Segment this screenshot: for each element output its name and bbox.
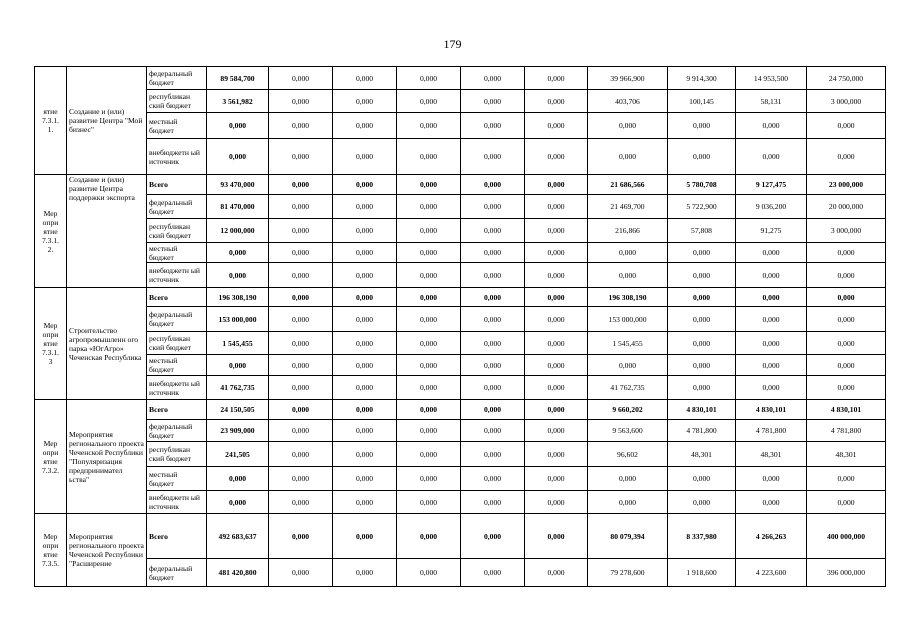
value-cell: 0,000 xyxy=(461,442,525,467)
value-cell: 0,000 xyxy=(525,400,588,420)
value-cell: 0,000 xyxy=(269,400,333,420)
value-cell: 0,000 xyxy=(461,288,525,307)
value-cell: 9 563,600 xyxy=(588,420,668,442)
total-cell: 93 470,000 xyxy=(207,175,269,195)
value-cell: 0,000 xyxy=(525,288,588,307)
total-cell: 241,505 xyxy=(207,442,269,467)
value-cell: 5 722,900 xyxy=(668,195,736,219)
value-cell: 0,000 xyxy=(736,332,807,355)
value-cell: 0,000 xyxy=(333,491,397,514)
value-cell: 0,000 xyxy=(525,113,588,139)
value-cell: 0,000 xyxy=(588,355,668,376)
value-cell: 0,000 xyxy=(461,113,525,139)
activity-code: Мер опри ятие 7.3.2. xyxy=(35,400,67,514)
value-cell: 0,000 xyxy=(397,263,461,288)
value-cell: 0,000 xyxy=(333,332,397,355)
value-cell: 0,000 xyxy=(668,113,736,139)
total-cell: 3 561,982 xyxy=(207,90,269,113)
total-cell: 89 584,700 xyxy=(207,67,269,90)
value-cell: 0,000 xyxy=(807,307,886,332)
value-cell: 0,000 xyxy=(333,442,397,467)
value-cell: 0,000 xyxy=(461,219,525,243)
value-cell: 0,000 xyxy=(668,288,736,307)
value-cell: 0,000 xyxy=(525,90,588,113)
funding-source: местный бюджет xyxy=(147,243,207,263)
value-cell: 0,000 xyxy=(668,263,736,288)
value-cell: 0,000 xyxy=(461,467,525,491)
value-cell: 58,131 xyxy=(736,90,807,113)
value-cell: 3 000,000 xyxy=(807,90,886,113)
value-cell: 0,000 xyxy=(333,219,397,243)
funding-source: местный бюджет xyxy=(147,355,207,376)
value-cell: 0,000 xyxy=(397,307,461,332)
total-cell: 0,000 xyxy=(207,491,269,514)
value-cell: 0,000 xyxy=(269,355,333,376)
funding-source: республикан ский бюджет xyxy=(147,90,207,113)
value-cell: 9 660,202 xyxy=(588,400,668,420)
value-cell: 0,000 xyxy=(807,355,886,376)
value-cell: 0,000 xyxy=(269,175,333,195)
table-row xyxy=(35,243,886,263)
value-cell: 0,000 xyxy=(668,307,736,332)
table-row xyxy=(35,90,886,113)
value-cell: 0,000 xyxy=(269,467,333,491)
value-cell: 0,000 xyxy=(807,139,886,175)
value-cell: 4 830,101 xyxy=(736,400,807,420)
value-cell: 0,000 xyxy=(525,467,588,491)
funding-source: республикан ский бюджет xyxy=(147,442,207,467)
value-cell: 0,000 xyxy=(269,559,333,587)
table-row xyxy=(35,307,886,332)
activity-name: Создание и (или) развитие Центра "Мой бизнес" xyxy=(67,67,147,175)
value-cell: 0,000 xyxy=(269,307,333,332)
value-cell: 0,000 xyxy=(461,90,525,113)
value-cell: 4 830,101 xyxy=(807,400,886,420)
value-cell: 0,000 xyxy=(397,219,461,243)
value-cell: 0,000 xyxy=(736,376,807,400)
funding-source: внебюджетн ый источник xyxy=(147,491,207,514)
value-cell: 0,000 xyxy=(461,376,525,400)
funding-source: республикан ский бюджет xyxy=(147,332,207,355)
value-cell: 0,000 xyxy=(736,355,807,376)
value-cell: 0,000 xyxy=(269,139,333,175)
value-cell: 96,602 xyxy=(588,442,668,467)
value-cell: 0,000 xyxy=(461,491,525,514)
funding-source: Всего xyxy=(147,175,207,195)
value-cell: 396 000,000 xyxy=(807,559,886,587)
value-cell: 0,000 xyxy=(333,400,397,420)
value-cell: 153 000,000 xyxy=(588,307,668,332)
value-cell: 9 036,200 xyxy=(736,195,807,219)
value-cell: 0,000 xyxy=(269,514,333,559)
value-cell: 0,000 xyxy=(269,491,333,514)
page-number: 179 xyxy=(443,37,462,51)
value-cell: 0,000 xyxy=(525,355,588,376)
total-cell: 23 909,000 xyxy=(207,420,269,442)
value-cell: 0,000 xyxy=(525,491,588,514)
value-cell: 0,000 xyxy=(736,467,807,491)
value-cell: 0,000 xyxy=(333,307,397,332)
value-cell: 0,000 xyxy=(525,195,588,219)
table-row xyxy=(35,139,886,175)
value-cell: 0,000 xyxy=(333,420,397,442)
value-cell: 0,000 xyxy=(397,243,461,263)
table-row xyxy=(35,400,886,420)
value-cell: 0,000 xyxy=(736,243,807,263)
value-cell: 0,000 xyxy=(269,243,333,263)
value-cell: 0,000 xyxy=(397,332,461,355)
activity-code: Мер опри ятие 7.3.1. 2. xyxy=(35,175,67,288)
funding-source: внебюджетн ый источник xyxy=(147,376,207,400)
value-cell: 48,301 xyxy=(807,442,886,467)
value-cell: 0,000 xyxy=(397,67,461,90)
value-cell: 0,000 xyxy=(333,514,397,559)
value-cell: 9 914,300 xyxy=(668,67,736,90)
total-cell: 0,000 xyxy=(207,263,269,288)
activity-code: Мер опри ятие 7.3.1. 3 xyxy=(35,288,67,400)
budget-table xyxy=(34,66,886,587)
funding-source: Всего xyxy=(147,400,207,420)
value-cell: 0,000 xyxy=(333,376,397,400)
value-cell: 24 750,000 xyxy=(807,67,886,90)
value-cell: 0,000 xyxy=(525,139,588,175)
funding-source: федеральный бюджет xyxy=(147,420,207,442)
value-cell: 0,000 xyxy=(397,376,461,400)
value-cell: 14 953,500 xyxy=(736,67,807,90)
value-cell: 0,000 xyxy=(269,263,333,288)
value-cell: 0,000 xyxy=(461,175,525,195)
value-cell: 0,000 xyxy=(668,332,736,355)
value-cell: 0,000 xyxy=(807,113,886,139)
value-cell: 0,000 xyxy=(397,514,461,559)
activity-name: Строительство агропромышленн ого парка «ЮгАгро» Чеченская Республика xyxy=(67,288,147,400)
value-cell: 5 780,708 xyxy=(668,175,736,195)
value-cell: 23 000,000 xyxy=(807,175,886,195)
activity-code: Мер опри ятие 7.3.5. xyxy=(35,514,67,587)
table-row xyxy=(35,175,886,195)
value-cell: 0,000 xyxy=(588,243,668,263)
value-cell: 0,000 xyxy=(461,332,525,355)
table-row xyxy=(35,332,886,355)
value-cell: 0,000 xyxy=(588,113,668,139)
table-row xyxy=(35,559,886,587)
value-cell: 0,000 xyxy=(333,559,397,587)
value-cell: 0,000 xyxy=(269,420,333,442)
value-cell: 1 545,455 xyxy=(588,332,668,355)
table-row xyxy=(35,288,886,307)
value-cell: 0,000 xyxy=(807,288,886,307)
value-cell: 0,000 xyxy=(588,467,668,491)
funding-source: республикан ский бюджет xyxy=(147,219,207,243)
value-cell: 0,000 xyxy=(461,67,525,90)
funding-source: федеральный бюджет xyxy=(147,67,207,90)
value-cell: 0,000 xyxy=(461,559,525,587)
table-row xyxy=(35,219,886,243)
activity-code: ятие 7.3.1. 1. xyxy=(35,67,67,175)
total-cell: 481 420,800 xyxy=(207,559,269,587)
value-cell: 0,000 xyxy=(525,307,588,332)
value-cell: 0,000 xyxy=(588,263,668,288)
value-cell: 0,000 xyxy=(461,243,525,263)
total-cell: 81 470,000 xyxy=(207,195,269,219)
total-cell: 12 000,000 xyxy=(207,219,269,243)
value-cell: 0,000 xyxy=(736,307,807,332)
value-cell: 0,000 xyxy=(668,139,736,175)
value-cell: 0,000 xyxy=(333,67,397,90)
value-cell: 0,000 xyxy=(525,420,588,442)
value-cell: 0,000 xyxy=(668,467,736,491)
value-cell: 0,000 xyxy=(668,491,736,514)
value-cell: 0,000 xyxy=(461,514,525,559)
value-cell: 0,000 xyxy=(525,442,588,467)
value-cell: 80 079,394 xyxy=(588,514,668,559)
value-cell: 0,000 xyxy=(397,113,461,139)
value-cell: 0,000 xyxy=(397,491,461,514)
value-cell: 0,000 xyxy=(525,332,588,355)
funding-source: местный бюджет xyxy=(147,113,207,139)
value-cell: 0,000 xyxy=(269,376,333,400)
total-cell: 153 000,000 xyxy=(207,307,269,332)
value-cell: 0,000 xyxy=(525,67,588,90)
table-row xyxy=(35,442,886,467)
funding-source: внебюджетн ый источник xyxy=(147,139,207,175)
activity-name: Мероприятия регионального проекта Чеченской Республики "Популяризация предпринимател ьства" xyxy=(67,400,147,514)
value-cell: 9 127,475 xyxy=(736,175,807,195)
value-cell: 0,000 xyxy=(269,288,333,307)
value-cell: 0,000 xyxy=(736,263,807,288)
value-cell: 0,000 xyxy=(668,243,736,263)
value-cell: 4 781,800 xyxy=(807,420,886,442)
value-cell: 0,000 xyxy=(525,175,588,195)
value-cell: 0,000 xyxy=(397,288,461,307)
value-cell: 0,000 xyxy=(461,139,525,175)
value-cell: 0,000 xyxy=(397,175,461,195)
total-cell: 0,000 xyxy=(207,243,269,263)
table-row xyxy=(35,376,886,400)
value-cell: 20 000,000 xyxy=(807,195,886,219)
value-cell: 0,000 xyxy=(269,195,333,219)
value-cell: 4 830,101 xyxy=(668,400,736,420)
value-cell: 4 781,800 xyxy=(668,420,736,442)
value-cell: 0,000 xyxy=(397,467,461,491)
value-cell: 0,000 xyxy=(807,332,886,355)
value-cell: 400 000,000 xyxy=(807,514,886,559)
value-cell: 1 918,600 xyxy=(668,559,736,587)
value-cell: 0,000 xyxy=(269,332,333,355)
value-cell: 0,000 xyxy=(807,243,886,263)
total-cell: 492 683,637 xyxy=(207,514,269,559)
value-cell: 0,000 xyxy=(736,288,807,307)
value-cell: 41 762,735 xyxy=(588,376,668,400)
total-cell: 1 545,455 xyxy=(207,332,269,355)
funding-source: Всего xyxy=(147,514,207,559)
value-cell: 0,000 xyxy=(333,243,397,263)
value-cell: 0,000 xyxy=(333,467,397,491)
value-cell: 4 781,800 xyxy=(736,420,807,442)
value-cell: 196 308,190 xyxy=(588,288,668,307)
table-row xyxy=(35,420,886,442)
value-cell: 0,000 xyxy=(525,219,588,243)
table-row xyxy=(35,514,886,559)
value-cell: 0,000 xyxy=(333,90,397,113)
value-cell: 0,000 xyxy=(333,263,397,288)
value-cell: 0,000 xyxy=(668,355,736,376)
total-cell: 0,000 xyxy=(207,139,269,175)
value-cell: 0,000 xyxy=(807,491,886,514)
value-cell: 100,145 xyxy=(668,90,736,113)
value-cell: 0,000 xyxy=(333,195,397,219)
total-cell: 0,000 xyxy=(207,467,269,491)
value-cell: 0,000 xyxy=(397,355,461,376)
value-cell: 0,000 xyxy=(588,139,668,175)
value-cell: 0,000 xyxy=(269,90,333,113)
value-cell: 0,000 xyxy=(461,307,525,332)
value-cell: 4 266,263 xyxy=(736,514,807,559)
table-row xyxy=(35,113,886,139)
value-cell: 0,000 xyxy=(397,195,461,219)
value-cell: 0,000 xyxy=(525,263,588,288)
table-row xyxy=(35,195,886,219)
value-cell: 3 000,000 xyxy=(807,219,886,243)
value-cell: 0,000 xyxy=(461,420,525,442)
value-cell: 48,301 xyxy=(736,442,807,467)
value-cell: 21 469,700 xyxy=(588,195,668,219)
value-cell: 0,000 xyxy=(668,376,736,400)
value-cell: 48,301 xyxy=(668,442,736,467)
funding-source: внебюджетн ый источник xyxy=(147,263,207,288)
value-cell: 0,000 xyxy=(525,376,588,400)
value-cell: 0,000 xyxy=(588,491,668,514)
value-cell: 0,000 xyxy=(269,113,333,139)
value-cell: 21 686,566 xyxy=(588,175,668,195)
value-cell: 0,000 xyxy=(333,355,397,376)
value-cell: 79 278,600 xyxy=(588,559,668,587)
value-cell: 403,706 xyxy=(588,90,668,113)
value-cell: 0,000 xyxy=(269,442,333,467)
value-cell: 0,000 xyxy=(736,139,807,175)
funding-source: федеральный бюджет xyxy=(147,307,207,332)
value-cell: 0,000 xyxy=(525,243,588,263)
value-cell: 0,000 xyxy=(397,559,461,587)
value-cell: 0,000 xyxy=(807,467,886,491)
value-cell: 216,866 xyxy=(588,219,668,243)
total-cell: 196 308,190 xyxy=(207,288,269,307)
value-cell: 0,000 xyxy=(461,400,525,420)
value-cell: 0,000 xyxy=(333,139,397,175)
activity-name: Создание и (или) развитие Центра поддержки экспорта xyxy=(67,175,147,288)
value-cell: 0,000 xyxy=(736,113,807,139)
value-cell: 0,000 xyxy=(397,90,461,113)
value-cell: 0,000 xyxy=(397,139,461,175)
value-cell: 0,000 xyxy=(397,400,461,420)
table-row xyxy=(35,467,886,491)
value-cell: 0,000 xyxy=(333,175,397,195)
table-row xyxy=(35,355,886,376)
value-cell: 0,000 xyxy=(736,491,807,514)
value-cell: 0,000 xyxy=(461,355,525,376)
value-cell: 0,000 xyxy=(333,288,397,307)
funding-source: федеральный бюджет xyxy=(147,559,207,587)
value-cell: 0,000 xyxy=(807,376,886,400)
value-cell: 0,000 xyxy=(807,263,886,288)
value-cell: 4 223,600 xyxy=(736,559,807,587)
total-cell: 0,000 xyxy=(207,113,269,139)
total-cell: 24 150,505 xyxy=(207,400,269,420)
funding-source: федеральный бюджет xyxy=(147,195,207,219)
budget-table-body xyxy=(35,67,886,587)
value-cell: 0,000 xyxy=(525,514,588,559)
value-cell: 0,000 xyxy=(525,559,588,587)
value-cell: 0,000 xyxy=(397,442,461,467)
value-cell: 8 337,980 xyxy=(668,514,736,559)
table-row xyxy=(35,263,886,288)
value-cell: 91,275 xyxy=(736,219,807,243)
funding-source: местный бюджет xyxy=(147,467,207,491)
activity-name: Мероприятия регионального проекта Чеченской Республики "Расширение xyxy=(67,514,147,587)
table-row xyxy=(35,67,886,90)
value-cell: 0,000 xyxy=(461,263,525,288)
value-cell: 39 966,900 xyxy=(588,67,668,90)
total-cell: 41 762,735 xyxy=(207,376,269,400)
value-cell: 0,000 xyxy=(333,113,397,139)
value-cell: 57,808 xyxy=(668,219,736,243)
table-row xyxy=(35,491,886,514)
value-cell: 0,000 xyxy=(397,420,461,442)
total-cell: 0,000 xyxy=(207,355,269,376)
value-cell: 0,000 xyxy=(269,67,333,90)
value-cell: 0,000 xyxy=(461,195,525,219)
value-cell: 0,000 xyxy=(269,219,333,243)
funding-source: Всего xyxy=(147,288,207,307)
